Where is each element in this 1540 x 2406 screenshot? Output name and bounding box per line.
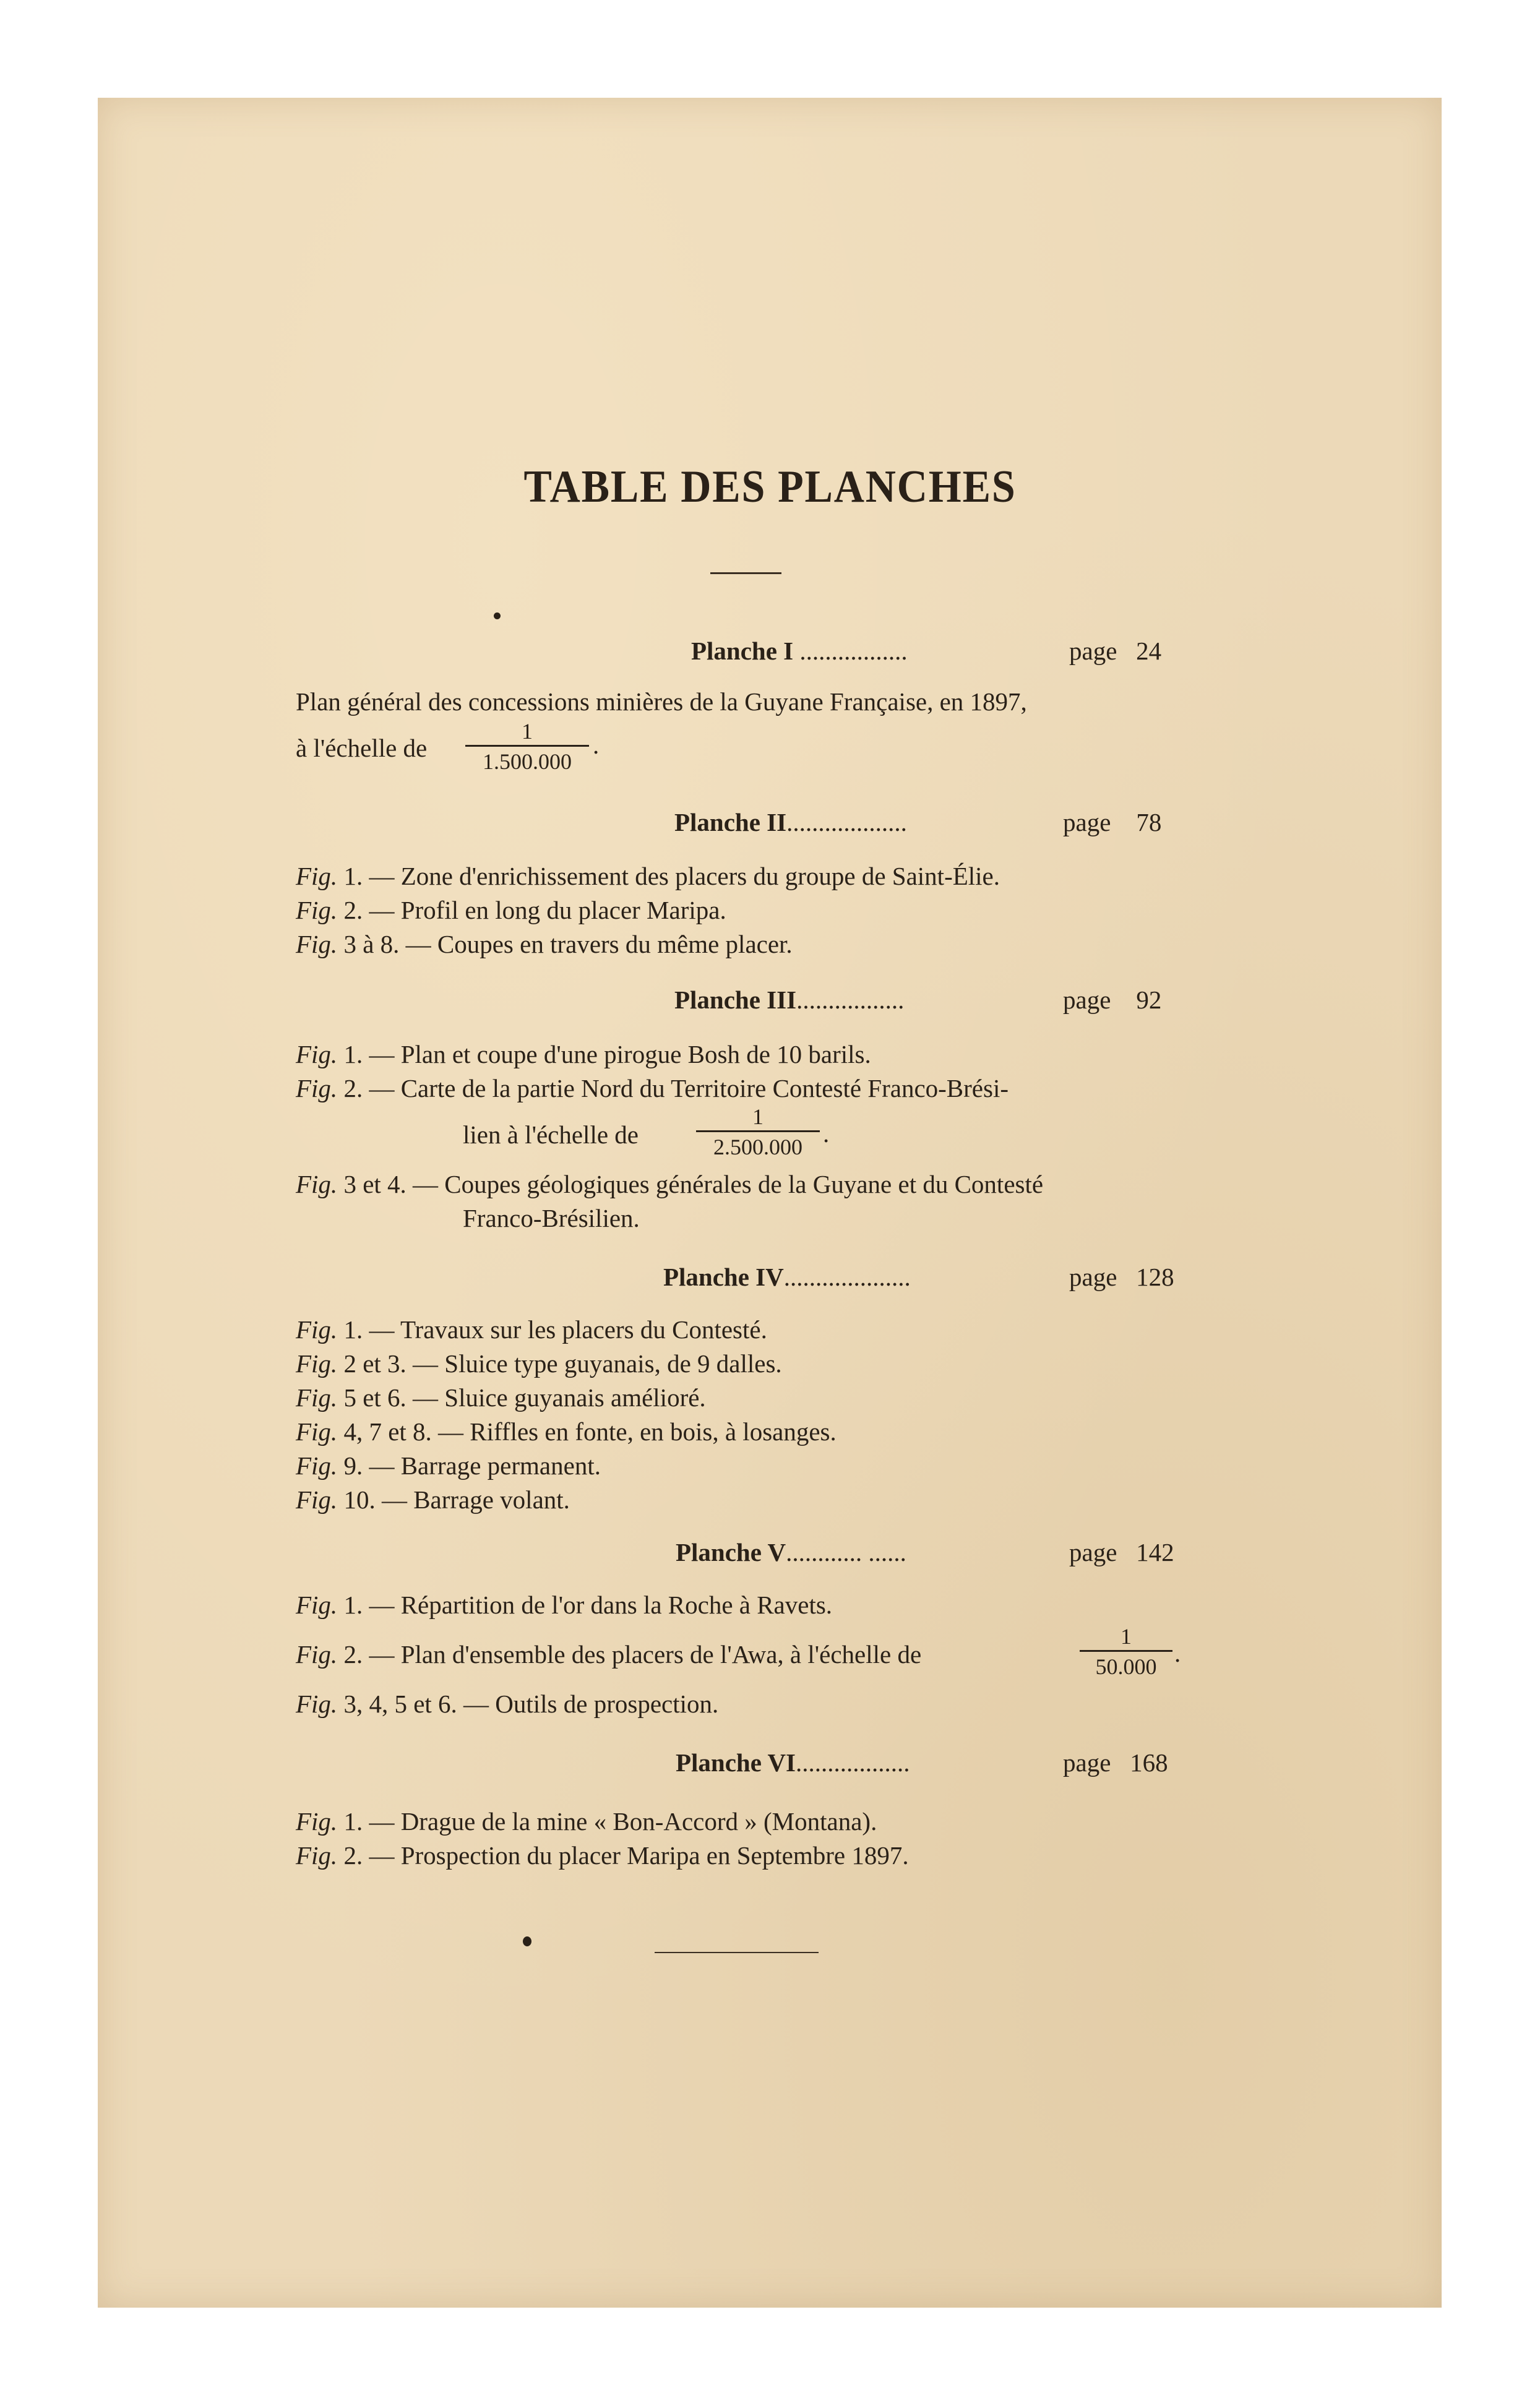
- fraction-denominator: 1.500.000: [483, 749, 572, 774]
- fig-label: Fig.: [296, 1040, 338, 1068]
- page-number: 168: [1130, 1748, 1168, 1777]
- entry-text: 1. — Plan et coupe d'une pirogue Bosh de 10 barils.: [343, 1040, 871, 1068]
- fig-label: Fig.: [296, 1640, 338, 1669]
- page-ref: [1069, 636, 1161, 666]
- page-word: page: [1069, 1538, 1117, 1566]
- entry-text: 4, 7 et 8. — Riffles en fonte, en bois, à losanges.: [343, 1417, 837, 1446]
- planche-label: Planche V: [676, 1538, 786, 1566]
- page-word: page: [1063, 1748, 1111, 1777]
- page-number: 128: [1136, 1263, 1174, 1291]
- entry-line: [296, 733, 427, 763]
- fig-label: Fig.: [296, 1349, 338, 1378]
- page-title: TABLE DES PLANCHES: [523, 462, 1017, 512]
- scale-fraction: [1080, 1624, 1172, 1679]
- fig-label: Fig.: [296, 930, 338, 958]
- planche-label: Planche III: [674, 986, 797, 1014]
- entry-text: lien à l'échelle de: [463, 1120, 639, 1149]
- fig-label: Fig.: [296, 896, 338, 924]
- page-number: 24: [1136, 637, 1162, 665]
- planche-label: Planche I: [691, 637, 794, 665]
- fraction-numerator: 1: [522, 719, 533, 744]
- entry-line: [296, 1417, 837, 1446]
- page-word: page: [1063, 986, 1111, 1014]
- entry-line: [296, 895, 726, 925]
- page-ref: [1069, 1262, 1174, 1292]
- entry-line: [296, 1590, 832, 1620]
- entry-line: [296, 1073, 1009, 1103]
- entry-text: à l'échelle de: [296, 734, 428, 762]
- entry-text: 2. — Plan d'ensemble des placers de l'Awa, à l'échelle de: [343, 1640, 922, 1669]
- entry-line: [296, 1169, 1043, 1199]
- entry-text: 5 et 6. — Sluice guyanais amélioré.: [343, 1383, 706, 1412]
- period: .: [823, 1119, 830, 1148]
- entry-line: [296, 1451, 601, 1480]
- entry-text: 3 et 4. — Coupes géologiques générales de la Guyane et du Contesté: [343, 1170, 1044, 1198]
- scale-fraction: [465, 719, 589, 774]
- page-ref: [1063, 1748, 1168, 1777]
- entry-line: [296, 861, 1000, 891]
- page-ref: [1063, 807, 1161, 837]
- planche-label: Planche VI: [676, 1748, 796, 1777]
- entry-line: [296, 1315, 767, 1344]
- fraction-denominator: 50.000: [1095, 1654, 1157, 1679]
- page-word: page: [1069, 637, 1117, 665]
- page-word: page: [1063, 808, 1111, 836]
- fraction-numerator: 1: [752, 1104, 764, 1129]
- entry-text: 9. — Barrage permanent.: [343, 1451, 601, 1480]
- fig-label: Fig.: [296, 1485, 338, 1514]
- fig-label: Fig.: [296, 1451, 338, 1480]
- fraction-bar: [1080, 1650, 1172, 1652]
- entry-line: [296, 1689, 718, 1719]
- page-number: 78: [1136, 808, 1162, 836]
- entry-line: [463, 1203, 640, 1233]
- ink-speck: [494, 612, 501, 619]
- entry-text: 3, 4, 5 et 6. — Outils de prospection.: [343, 1690, 719, 1718]
- entry-line: [296, 1841, 909, 1870]
- entry-text: Plan général des concessions minières de la Guyane Française, en 1897,: [296, 687, 1027, 716]
- fig-label: Fig.: [296, 1591, 338, 1619]
- entry-text: Franco-Brésilien.: [463, 1204, 640, 1232]
- planche-heading: Planche IV....................: [663, 1263, 911, 1291]
- fig-label: Fig.: [296, 1170, 338, 1198]
- fig-label: Fig.: [296, 1690, 338, 1718]
- scale-fraction: [696, 1104, 820, 1159]
- entry-line: [463, 1120, 639, 1149]
- page-ref: [1069, 1537, 1174, 1567]
- entry-text: 3 à 8. — Coupes en travers du même placer.: [343, 930, 793, 958]
- entry-text: 10. — Barrage volant.: [343, 1485, 570, 1514]
- entry-line: [296, 1349, 782, 1378]
- fraction-bar: [696, 1130, 820, 1132]
- entry-text: 1. — Zone d'enrichissement des placers du groupe de Saint-Élie.: [343, 862, 1000, 890]
- entry-line: [296, 1639, 921, 1669]
- entry-line: [296, 687, 1027, 716]
- fraction-numerator: 1: [1121, 1624, 1132, 1649]
- planche-heading: Planche V............ ......: [676, 1538, 906, 1566]
- end-rule: [655, 1952, 819, 1953]
- entry-line: [296, 929, 793, 959]
- document-page: [98, 98, 1442, 2308]
- entry-text: 2. — Carte de la partie Nord du Territoire Contesté Franco-Brési-: [343, 1074, 1009, 1102]
- period: .: [593, 731, 600, 759]
- page-ref: [1063, 985, 1161, 1015]
- ink-speck: [523, 1936, 531, 1946]
- page-word: page: [1069, 1263, 1117, 1291]
- planche-heading: Planche II...................: [674, 808, 907, 836]
- fig-label: Fig.: [296, 1807, 338, 1836]
- entry-text: 1. — Travaux sur les placers du Contesté.: [343, 1315, 767, 1344]
- entry-line: [296, 1383, 706, 1412]
- entry-text: 2 et 3. — Sluice type guyanais, de 9 dalles.: [343, 1349, 782, 1378]
- planche-heading: Planche III.................: [674, 986, 905, 1014]
- fig-label: Fig.: [296, 1074, 338, 1102]
- planche-heading: Planche VI..................: [676, 1748, 910, 1777]
- fig-label: Fig.: [296, 1417, 338, 1446]
- fig-label: Fig.: [296, 1383, 338, 1412]
- fig-label: Fig.: [296, 862, 338, 890]
- fig-label: Fig.: [296, 1315, 338, 1344]
- fig-label: Fig.: [296, 1841, 338, 1870]
- entry-text: 2. — Profil en long du placer Maripa.: [343, 896, 726, 924]
- page-number: 92: [1136, 986, 1162, 1014]
- planche-label: Planche II: [674, 808, 787, 836]
- fraction-denominator: 2.500.000: [713, 1135, 802, 1159]
- planche-heading: Planche I .................: [691, 637, 908, 665]
- title-rule: [710, 572, 781, 574]
- period: .: [1174, 1639, 1181, 1667]
- planche-label: Planche IV: [663, 1263, 784, 1291]
- page-number: 142: [1136, 1538, 1174, 1566]
- entry-text: 1. — Répartition de l'or dans la Roche à Ravets.: [343, 1591, 833, 1619]
- entry-line: [296, 1485, 570, 1514]
- entry-text: 1. — Drague de la mine « Bon-Accord » (Montana).: [343, 1807, 877, 1836]
- fraction-bar: [465, 745, 589, 747]
- entry-text: 2. — Prospection du placer Maripa en Septembre 1897.: [343, 1841, 909, 1870]
- entry-line: [296, 1807, 877, 1836]
- entry-line: [296, 1039, 871, 1069]
